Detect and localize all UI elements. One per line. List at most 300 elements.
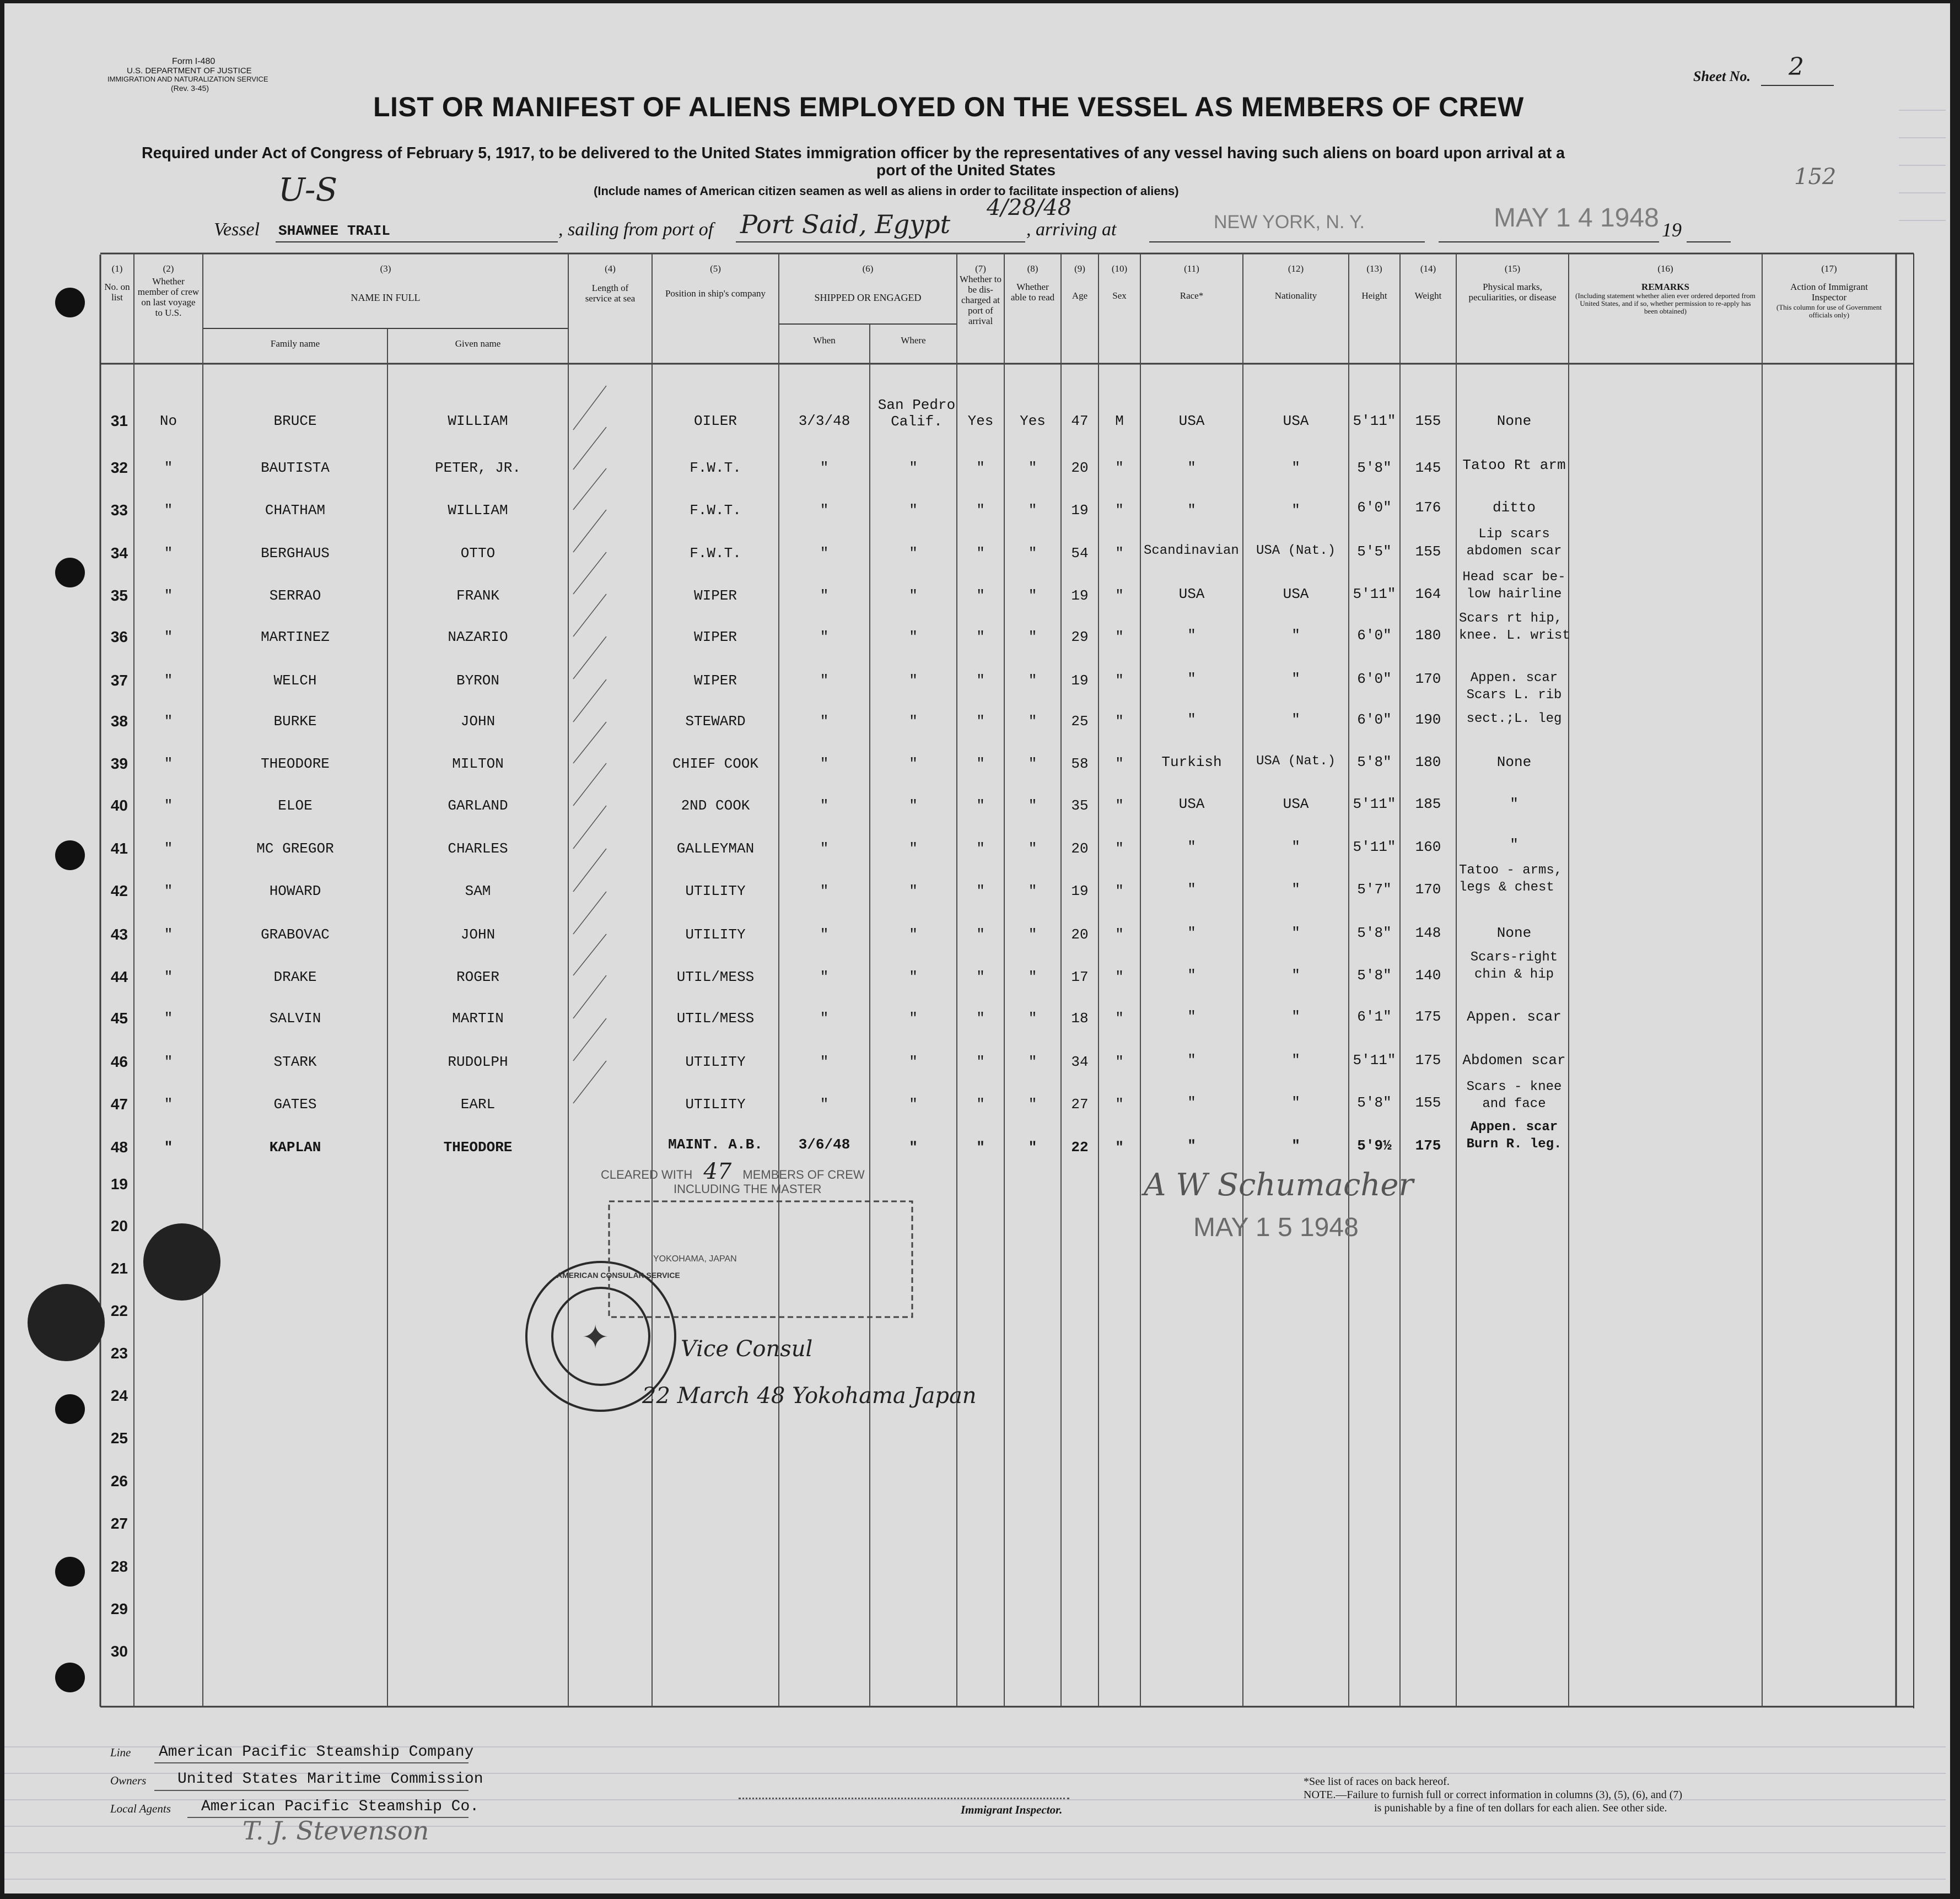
nationality-cell: " [1291, 925, 1300, 941]
family-name-cell: STARK [273, 1054, 317, 1070]
marks-cell: ditto [1492, 499, 1536, 516]
discharge-cell: " [976, 1054, 985, 1070]
prev-voyage-cell: " [164, 1139, 173, 1156]
family-name-cell: BERGHAUS [261, 545, 330, 562]
discharge-cell: " [976, 629, 985, 645]
weight-cell: 180 [1415, 754, 1441, 770]
read-cell: " [1028, 545, 1037, 562]
sex-cell: " [1115, 1010, 1124, 1027]
consul-date-signature: 22 March 48 Yokohama Japan [642, 1383, 977, 1409]
line-label: Line [110, 1746, 131, 1759]
height-cell: 5'8" [1357, 754, 1392, 770]
when-cell: " [820, 587, 829, 604]
race-cell: " [1187, 881, 1196, 898]
row-number: 34 [110, 544, 128, 562]
prev-voyage-cell: " [164, 883, 173, 899]
weight-cell: 175 [1415, 1008, 1441, 1025]
age-cell: 47 [1071, 413, 1089, 429]
when-cell: " [820, 1054, 829, 1070]
marks-cell: sect.;L. leg [1466, 711, 1562, 726]
sheet-label: Sheet No. [1693, 68, 1751, 84]
vessel-underline [276, 241, 558, 242]
family-name-cell: BAUTISTA [261, 460, 330, 476]
nationality-cell: " [1291, 881, 1300, 898]
marks-cell: None [1496, 925, 1532, 941]
row-number: 20 [110, 1217, 128, 1234]
col-5-header: (5) Position in ship's company [665, 263, 766, 299]
line-value: American Pacific Steamship Company [159, 1744, 474, 1761]
row-number: 47 [110, 1096, 128, 1113]
prev-voyage-cell: " [164, 756, 173, 772]
position-cell: MAINT. A.B. [668, 1136, 763, 1153]
family-name-cell: HOWARD [269, 883, 321, 899]
row-number: 27 [110, 1515, 128, 1532]
sex-cell: " [1115, 756, 1124, 772]
position-cell: UTILITY [685, 1054, 746, 1070]
owners-underline [154, 1790, 469, 1791]
discharge-cell: " [976, 883, 985, 899]
race-cell: " [1187, 839, 1196, 855]
consul-place-stamp: YOKOHAMA, JAPAN [653, 1254, 737, 1264]
penalty-note-line-2: is punishable by a fine of ten dollars for each alien. See other side. [1374, 1802, 1667, 1814]
position-cell: F.W.T. [690, 502, 741, 519]
weight-cell: 155 [1415, 413, 1441, 429]
read-cell: " [1028, 713, 1037, 730]
weight-cell: 175 [1415, 1052, 1441, 1069]
sex-cell: " [1115, 629, 1124, 645]
nationality-cell: " [1291, 967, 1300, 984]
discharge-cell: " [976, 1139, 985, 1156]
marks-cell: Appen. scar Burn R. leg. [1466, 1120, 1562, 1152]
row-number: 22 [110, 1302, 128, 1319]
given-name-cell: JOHN [460, 713, 496, 730]
nationality-cell: " [1291, 1137, 1300, 1154]
col-12-header: (12) Nationality [1274, 263, 1317, 301]
family-name-cell: THEODORE [261, 756, 330, 772]
nationality-cell: " [1291, 1052, 1300, 1069]
when-cell: 3/3/48 [798, 413, 850, 429]
sheet-number: 2 [1789, 53, 1804, 81]
read-cell: " [1028, 926, 1037, 943]
height-cell: 5'11" [1353, 586, 1396, 602]
read-cell: " [1028, 883, 1037, 899]
nationality-cell: " [1291, 460, 1300, 476]
race-cell: " [1187, 1094, 1196, 1111]
age-cell: 34 [1071, 1054, 1089, 1070]
where-cell: " [909, 756, 918, 772]
nationality-cell: USA [1283, 586, 1309, 602]
read-cell: Yes [1020, 413, 1046, 429]
inspector-date-stamp: MAY 1 5 1948 [1193, 1213, 1359, 1242]
age-cell: 20 [1071, 840, 1089, 857]
consular-seal-eagle: ✦ [581, 1319, 610, 1356]
where-cell: " [909, 713, 918, 730]
age-cell: 25 [1071, 713, 1089, 730]
given-name-cell: NAZARIO [448, 629, 508, 645]
nationality-cell: USA (Nat.) [1256, 543, 1336, 558]
agents-label: Local Agents [110, 1802, 171, 1815]
position-cell: UTILITY [685, 1096, 746, 1113]
marks-cell: None [1496, 413, 1532, 429]
row-number: 35 [110, 587, 128, 604]
race-cell: Scandinavian [1144, 543, 1239, 558]
col-3-given-header: Given name [455, 338, 501, 349]
row-number: 25 [110, 1429, 128, 1447]
sex-cell: " [1115, 672, 1124, 689]
race-cell: " [1187, 460, 1196, 476]
row-number: 32 [110, 459, 128, 476]
weight-cell: 155 [1415, 1094, 1441, 1111]
prev-voyage-cell: " [164, 1054, 173, 1070]
height-cell: 5'8" [1357, 460, 1392, 476]
prev-voyage-cell: " [164, 587, 173, 604]
height-cell: 5'11" [1353, 839, 1396, 855]
height-cell: 5'8" [1357, 967, 1392, 984]
family-name-cell: MARTINEZ [261, 629, 330, 645]
given-name-cell: WILLIAM [448, 502, 508, 519]
col-6-where-header: Where [901, 335, 926, 346]
col-2-header: (2) Whether member of crew on last voyage to U.S. [137, 263, 200, 318]
nationality-cell: USA (Nat.) [1256, 754, 1336, 769]
position-cell: OILER [693, 413, 737, 429]
where-cell: " [909, 883, 918, 899]
family-name-cell: WELCH [273, 672, 317, 689]
sex-cell: M [1115, 413, 1124, 429]
sex-cell: " [1115, 587, 1124, 604]
margin-note-right: 152 [1794, 164, 1837, 190]
weight-cell: 175 [1415, 1137, 1441, 1154]
sailing-port: Port Said, Egypt [740, 209, 951, 239]
given-name-cell: OTTO [460, 545, 496, 562]
year-underline [1687, 241, 1731, 242]
sheet-underline [1761, 85, 1834, 86]
nationality-cell: " [1291, 671, 1300, 687]
prev-voyage-cell: " [164, 545, 173, 562]
sex-cell: " [1115, 713, 1124, 730]
race-cell: " [1187, 502, 1196, 519]
row-number: 19 [110, 1175, 128, 1193]
age-cell: 18 [1071, 1010, 1089, 1027]
where-cell: " [909, 840, 918, 857]
when-cell: " [820, 1096, 829, 1113]
position-cell: CHIEF COOK [672, 756, 759, 772]
row-number: 29 [110, 1600, 128, 1617]
col-3-family-header: Family name [270, 338, 320, 349]
weight-cell: 180 [1415, 627, 1441, 644]
weight-cell: 185 [1415, 796, 1441, 812]
prev-voyage-cell: " [164, 713, 173, 730]
arriving-port: NEW YORK, N. Y. [1214, 212, 1365, 233]
marks-cell: Abdomen scar [1462, 1052, 1566, 1069]
nationality-cell: " [1291, 1094, 1300, 1111]
height-cell: 5'5" [1357, 543, 1392, 560]
nationality-cell: " [1291, 502, 1300, 519]
form-revision: (Rev. 3-45) [171, 84, 209, 93]
row-number: 41 [110, 840, 128, 857]
race-cell: " [1187, 1137, 1196, 1154]
when-cell: " [820, 713, 829, 730]
col-4-header: (4) Length of service at sea [585, 263, 636, 304]
row-number: 45 [110, 1010, 128, 1027]
margin-note-left: U-S [278, 171, 338, 208]
read-cell: " [1028, 756, 1037, 772]
col-10-header: (10) Sex [1111, 263, 1128, 301]
race-cell: " [1187, 1052, 1196, 1069]
marks-cell: Lip scars abdomen scar [1466, 527, 1562, 559]
given-name-cell: SAM [465, 883, 491, 899]
position-cell: 2ND COOK [681, 797, 750, 814]
where-cell: San Pedro Calif. [877, 397, 956, 430]
read-cell: " [1028, 797, 1037, 814]
age-cell: 29 [1071, 629, 1089, 645]
prev-voyage-cell: " [164, 629, 173, 645]
family-name-cell: ELOE [278, 797, 313, 814]
vice-consul-signature: Vice Consul [681, 1336, 813, 1362]
marks-cell: Head scar be- low hairline [1462, 570, 1566, 602]
age-cell: 27 [1071, 1096, 1089, 1113]
row-number: 38 [110, 713, 128, 730]
prev-voyage-cell: " [164, 460, 173, 476]
where-cell: " [909, 545, 918, 562]
col-6-header: (6) SHIPPED OR ENGAGED [814, 263, 922, 303]
discharge-cell: " [976, 672, 985, 689]
height-cell: 6'0" [1357, 627, 1392, 644]
given-name-cell: EARL [460, 1096, 496, 1113]
where-cell: " [909, 587, 918, 604]
read-cell: " [1028, 587, 1037, 604]
prev-voyage-cell: " [164, 1010, 173, 1027]
when-cell: " [820, 840, 829, 857]
marks-cell: Scars-right chin & hip [1470, 950, 1558, 982]
col-11-header: (11) Race* [1180, 263, 1204, 301]
position-cell: WIPER [693, 672, 737, 689]
read-cell: " [1028, 1139, 1037, 1156]
row-number: 44 [110, 968, 128, 985]
row-number: 43 [110, 926, 128, 943]
age-cell: 58 [1071, 756, 1089, 772]
height-cell: 5'11" [1353, 413, 1396, 429]
row-number: 40 [110, 797, 128, 814]
when-cell: " [820, 502, 829, 519]
height-cell: 5'7" [1357, 881, 1392, 898]
sex-cell: " [1115, 797, 1124, 814]
nationality-cell: USA [1283, 413, 1309, 429]
position-cell: UTIL/MESS [676, 1010, 755, 1027]
given-name-cell: FRANK [456, 587, 499, 604]
height-cell: 6'0" [1357, 711, 1392, 728]
when-cell: " [820, 672, 829, 689]
row-number: 37 [110, 672, 128, 689]
discharge-cell: " [976, 926, 985, 943]
height-cell: 5'8" [1357, 925, 1392, 941]
given-name-cell: BYRON [456, 672, 499, 689]
weight-cell: 148 [1415, 925, 1441, 941]
form-number: Form I-480 [172, 57, 216, 66]
agent-signature: T. J. Stevenson [243, 1816, 429, 1846]
age-cell: 54 [1071, 545, 1089, 562]
given-name-cell: MILTON [452, 756, 504, 772]
marks-cell: Tatoo Rt arm [1462, 457, 1566, 473]
marks-cell: Tatoo - arms, legs & chest [1459, 863, 1563, 895]
col-9-header: (9) Age [1071, 263, 1088, 301]
row-number: 33 [110, 501, 128, 519]
position-cell: GALLEYMAN [676, 840, 755, 857]
nationality-cell: " [1291, 1008, 1300, 1025]
read-cell: " [1028, 672, 1037, 689]
age-cell: 19 [1071, 587, 1089, 604]
family-name-cell: GATES [273, 1096, 317, 1113]
marks-cell: " [1510, 796, 1519, 812]
row-number: 42 [110, 882, 128, 899]
race-cell: " [1187, 711, 1196, 728]
discharge-cell: " [976, 545, 985, 562]
prev-voyage-cell: " [164, 502, 173, 519]
position-cell: UTILITY [685, 926, 746, 943]
weight-cell: 140 [1415, 967, 1441, 984]
discharge-cell: " [976, 840, 985, 857]
position-cell: UTIL/MESS [676, 969, 755, 985]
date-underline [1439, 241, 1659, 242]
given-name-cell: ROGER [456, 969, 499, 985]
marks-cell: None [1496, 754, 1532, 770]
family-name-cell: BRUCE [273, 413, 317, 429]
prev-voyage-cell: No [159, 413, 177, 429]
year-label: 19 [1662, 219, 1682, 241]
where-cell: " [909, 926, 918, 943]
given-name-cell: JOHN [460, 926, 496, 943]
marks-cell: Appen. scar Scars L. rib [1466, 671, 1562, 703]
given-name-cell: RUDOLPH [448, 1054, 508, 1070]
family-name-cell: BURKE [273, 713, 317, 730]
race-cell: " [1187, 627, 1196, 644]
row-number: 23 [110, 1345, 128, 1362]
age-cell: 20 [1071, 926, 1089, 943]
height-cell: 6'0" [1357, 671, 1392, 687]
sailing-label: , sailing from port of [558, 219, 714, 240]
including-master-stamp: INCLUDING THE MASTER [674, 1182, 822, 1196]
vessel-name: SHAWNEE TRAIL [278, 223, 390, 239]
age-cell: 35 [1071, 797, 1089, 814]
height-cell: 5'11" [1353, 1052, 1396, 1069]
discharge-cell: " [976, 1010, 985, 1027]
row-number: 31 [110, 412, 128, 429]
sex-cell: " [1115, 545, 1124, 562]
position-cell: F.W.T. [690, 460, 741, 476]
col-16-header: (16) REMARKS (Including statement whether alien ever ordered deported from United States, and if so, whether permission to re-apply has been obtained) [1575, 263, 1756, 315]
discharge-cell: " [976, 797, 985, 814]
when-cell: " [820, 797, 829, 814]
race-cell: " [1187, 1008, 1196, 1025]
discharge-cell: " [976, 969, 985, 985]
height-cell: 5'11" [1353, 796, 1396, 812]
given-name-cell: THEODORE [443, 1139, 513, 1156]
where-cell: " [909, 629, 918, 645]
marks-cell: Scars rt hip, knee. L. wrist [1459, 611, 1570, 643]
given-name-cell: PETER, JR. [434, 460, 521, 476]
inspector-label: Immigrant Inspector. [961, 1803, 1063, 1816]
read-cell: " [1028, 502, 1037, 519]
sex-cell: " [1115, 1054, 1124, 1070]
consular-seal-text: AMERICAN CONSULAR SERVICE [557, 1271, 680, 1280]
inspector-signature: A W Schumacher [1144, 1167, 1414, 1203]
where-cell: " [909, 672, 918, 689]
when-cell: " [820, 1010, 829, 1027]
age-cell: 19 [1071, 502, 1089, 519]
when-cell: " [820, 545, 829, 562]
marks-cell: Appen. scar [1467, 1008, 1561, 1025]
race-cell: " [1187, 925, 1196, 941]
subtitle-line-2: port of the United States [876, 161, 1056, 179]
position-cell: F.W.T. [690, 545, 741, 562]
races-note: *See list of races on back hereof. [1304, 1776, 1450, 1788]
agents-value: American Pacific Steamship Co. [201, 1798, 480, 1815]
family-name-cell: KAPLAN [269, 1139, 321, 1156]
weight-cell: 190 [1415, 711, 1441, 728]
row-number: 30 [110, 1643, 128, 1660]
marks-cell: " [1510, 837, 1519, 853]
weight-cell: 145 [1415, 460, 1441, 476]
seal-wafer [28, 1223, 220, 1361]
subtitle-line-1: Required under Act of Congress of February 5, 1917, to be delivered to the United States immigration officer by the representatives of any vessel having such aliens on board upon arrival at a [142, 144, 1565, 162]
where-cell: " [909, 1139, 918, 1156]
sex-cell: " [1115, 502, 1124, 519]
sex-cell: " [1115, 969, 1124, 985]
discharge-cell: " [976, 460, 985, 476]
page-title: LIST OR MANIFEST OF ALIENS EMPLOYED ON THE VESSEL AS MEMBERS OF CREW [373, 91, 1524, 122]
position-cell: UTILITY [685, 883, 746, 899]
prev-voyage-cell: " [164, 840, 173, 857]
arriving-label: , arriving at [1026, 219, 1117, 240]
race-cell: " [1187, 967, 1196, 984]
nationality-cell: " [1291, 711, 1300, 728]
sex-cell: " [1115, 926, 1124, 943]
age-cell: 17 [1071, 969, 1089, 985]
race-cell: Turkish [1161, 754, 1222, 770]
weight-cell: 160 [1415, 839, 1441, 855]
read-cell: " [1028, 629, 1037, 645]
nationality-cell: USA [1283, 796, 1309, 812]
owners-value: United States Maritime Commission [177, 1771, 483, 1788]
age-cell: 22 [1071, 1139, 1089, 1156]
col-6-when-header: When [813, 335, 836, 346]
age-cell: 19 [1071, 883, 1089, 899]
col-7-header: (7) Whether to be dis- charged at port of arrival [960, 263, 1001, 326]
owners-label: Owners [110, 1774, 147, 1787]
family-name-cell: GRABOVAC [261, 926, 330, 943]
inspector-line [739, 1798, 1069, 1799]
given-name-cell: CHARLES [448, 840, 508, 857]
age-cell: 20 [1071, 460, 1089, 476]
prev-voyage-cell: " [164, 797, 173, 814]
row-number: 26 [110, 1472, 128, 1490]
position-cell: WIPER [693, 587, 737, 604]
nationality-cell: " [1291, 839, 1300, 855]
discharge-cell: " [976, 502, 985, 519]
where-cell: " [909, 1054, 918, 1070]
weight-cell: 176 [1415, 499, 1441, 516]
given-name-cell: GARLAND [448, 797, 508, 814]
prev-voyage-cell: " [164, 1096, 173, 1113]
cleared-stamp: CLEARED WITH 47 MEMBERS OF CREW [601, 1159, 865, 1184]
when-cell: " [820, 969, 829, 985]
sex-cell: " [1115, 1096, 1124, 1113]
prev-voyage-cell: " [164, 969, 173, 985]
when-cell: " [820, 926, 829, 943]
read-cell: " [1028, 1054, 1037, 1070]
height-cell: 5'8" [1357, 1094, 1392, 1111]
row-number: 24 [110, 1387, 128, 1404]
where-cell: " [909, 1010, 918, 1027]
